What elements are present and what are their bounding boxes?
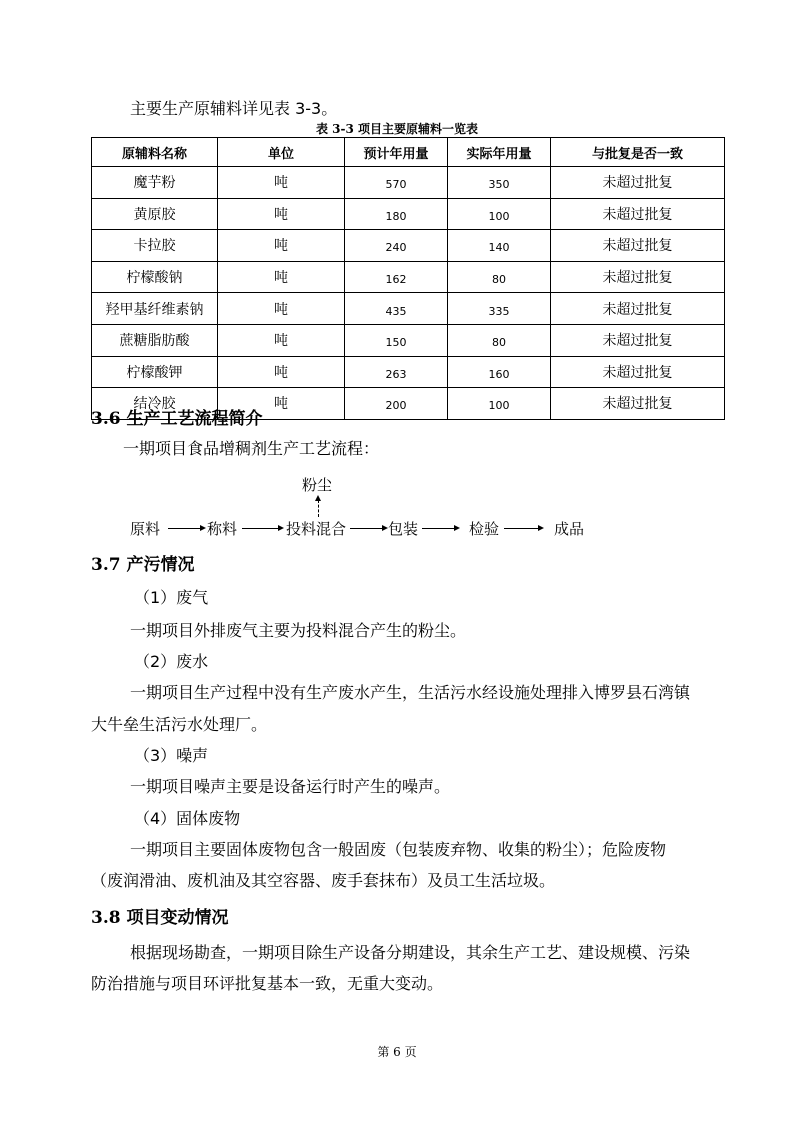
- table-cell: 150: [345, 324, 448, 356]
- table-cell: 140: [448, 230, 551, 262]
- page-number: 第 6 页: [377, 1045, 417, 1059]
- table-cell: 羟甲基纤维素钠: [92, 293, 218, 325]
- table-row: [92, 324, 725, 356]
- table-cell: 240: [345, 230, 448, 262]
- paragraph-exhaust: 一期项目外排废气主要为投料混合产生的粉尘。: [130, 621, 467, 640]
- table-header-cell: 原辅料名称: [92, 138, 218, 167]
- table-header-cell: 预计年用量: [345, 138, 448, 167]
- table-cell: 200: [345, 388, 448, 420]
- table-cell: 吨: [218, 356, 345, 388]
- table-cell: 162: [345, 261, 448, 293]
- table-cell: 80: [448, 261, 551, 293]
- table-cell: 吨: [218, 293, 345, 325]
- table-header-cell: 实际年用量: [448, 138, 551, 167]
- flow-step-mixing: 投料混合: [286, 520, 347, 538]
- table-cell: 未超过批复: [551, 230, 725, 262]
- table-cell: 未超过批复: [551, 324, 725, 356]
- flow-step-weighing: 称料: [207, 520, 238, 538]
- table-cell: 未超过批复: [551, 388, 725, 420]
- table-cell: 吨: [218, 388, 345, 420]
- table-row: [92, 293, 725, 325]
- flow-step-inspection: 检验: [469, 520, 500, 538]
- flow-arrow-4: [422, 528, 458, 529]
- flow-step-packing: 包装: [388, 520, 419, 538]
- paragraph-changes-line2: 防治措施与项目环评批复基本一致，无重大变动。: [91, 974, 444, 993]
- intro-text: 主要生产原辅料详见表 3-3。: [130, 99, 338, 118]
- sub-heading-solid-waste: （4）固体废物: [134, 809, 241, 828]
- flow-step-raw-material: 原料: [130, 520, 161, 538]
- table-cell: 未超过批复: [551, 261, 725, 293]
- flow-arrow-1: [168, 528, 204, 529]
- table-cell: 吨: [218, 230, 345, 262]
- table-cell: 结冷胶: [92, 388, 218, 420]
- materials-table: [91, 137, 725, 420]
- table-caption: 表 3-3 项目主要原辅料一览表: [315, 122, 479, 136]
- table-cell: 180: [345, 198, 448, 230]
- paragraph-solid-waste-line2: （废润滑油、废机油及其空容器、废手套抹布）及员工生活垃圾。: [91, 871, 556, 890]
- paragraph-wastewater-line2: 大牛垒生活污水处理厂。: [91, 715, 268, 734]
- table-cell: 335: [448, 293, 551, 325]
- table-cell: 未超过批复: [551, 198, 725, 230]
- table-cell: 160: [448, 356, 551, 388]
- sub-heading-wastewater: （2）废水: [134, 652, 209, 671]
- table-cell: 卡拉胶: [92, 230, 218, 262]
- paragraph-noise: 一期项目噪声主要是设备运行时产生的噪声。: [130, 777, 451, 796]
- table-cell: 蔗糖脂肪酸: [92, 324, 218, 356]
- paragraph-changes-line1: 根据现场勘查，一期项目除生产设备分期建设，其余生产工艺、建设规模、污染: [130, 943, 691, 962]
- table-row: [92, 198, 725, 230]
- table-cell: 100: [448, 198, 551, 230]
- table-cell: 未超过批复: [551, 167, 725, 199]
- table-cell: 未超过批复: [551, 356, 725, 388]
- table-cell: 柠檬酸钠: [92, 261, 218, 293]
- flow-arrow-2: [242, 528, 282, 529]
- table-cell: 350: [448, 167, 551, 199]
- table-cell: 黄原胶: [92, 198, 218, 230]
- table-cell: 未超过批复: [551, 293, 725, 325]
- table-header-row: [92, 138, 725, 167]
- table-cell: 100: [448, 388, 551, 420]
- table-row: [92, 356, 725, 388]
- table-cell: 吨: [218, 198, 345, 230]
- table-row: [92, 261, 725, 293]
- table-row: [92, 167, 725, 199]
- sub-heading-noise: （3）噪声: [134, 746, 209, 765]
- flow-emission-dust: 粉尘: [302, 476, 333, 494]
- flow-arrow-3: [350, 528, 386, 529]
- flow-step-product: 成品: [554, 520, 585, 538]
- table-cell: 柠檬酸钾: [92, 356, 218, 388]
- section-3-8-heading: 3.8 项目变动情况: [91, 908, 229, 928]
- table-cell: 80: [448, 324, 551, 356]
- flow-arrow-5: [504, 528, 542, 529]
- table-cell: 魔芋粉: [92, 167, 218, 199]
- section-3-6-text: 一期项目食品增稠剂生产工艺流程：: [123, 439, 380, 458]
- table-header-cell: 单位: [218, 138, 345, 167]
- paragraph-wastewater-line1: 一期项目生产过程中没有生产废水产生，生活污水经设施处理排入博罗县石湾镇: [130, 683, 691, 702]
- table-cell: 570: [345, 167, 448, 199]
- flow-emission-arrow: [318, 500, 319, 517]
- table-cell: 435: [345, 293, 448, 325]
- paragraph-solid-waste-line1: 一期项目主要固体废物包含一般固废（包装废弃物、收集的粉尘）；危险废物: [130, 840, 667, 859]
- table-cell: 吨: [218, 324, 345, 356]
- table-cell: 263: [345, 356, 448, 388]
- section-3-7-heading: 3.7 产污情况: [91, 555, 195, 575]
- table-header-cell: 与批复是否一致: [551, 138, 725, 167]
- sub-heading-exhaust: （1）废气: [134, 588, 209, 607]
- section-3-6-heading: 3.6 生产工艺流程简介: [91, 409, 263, 429]
- table-row: [92, 230, 725, 262]
- table-cell: 吨: [218, 167, 345, 199]
- table-cell: 吨: [218, 261, 345, 293]
